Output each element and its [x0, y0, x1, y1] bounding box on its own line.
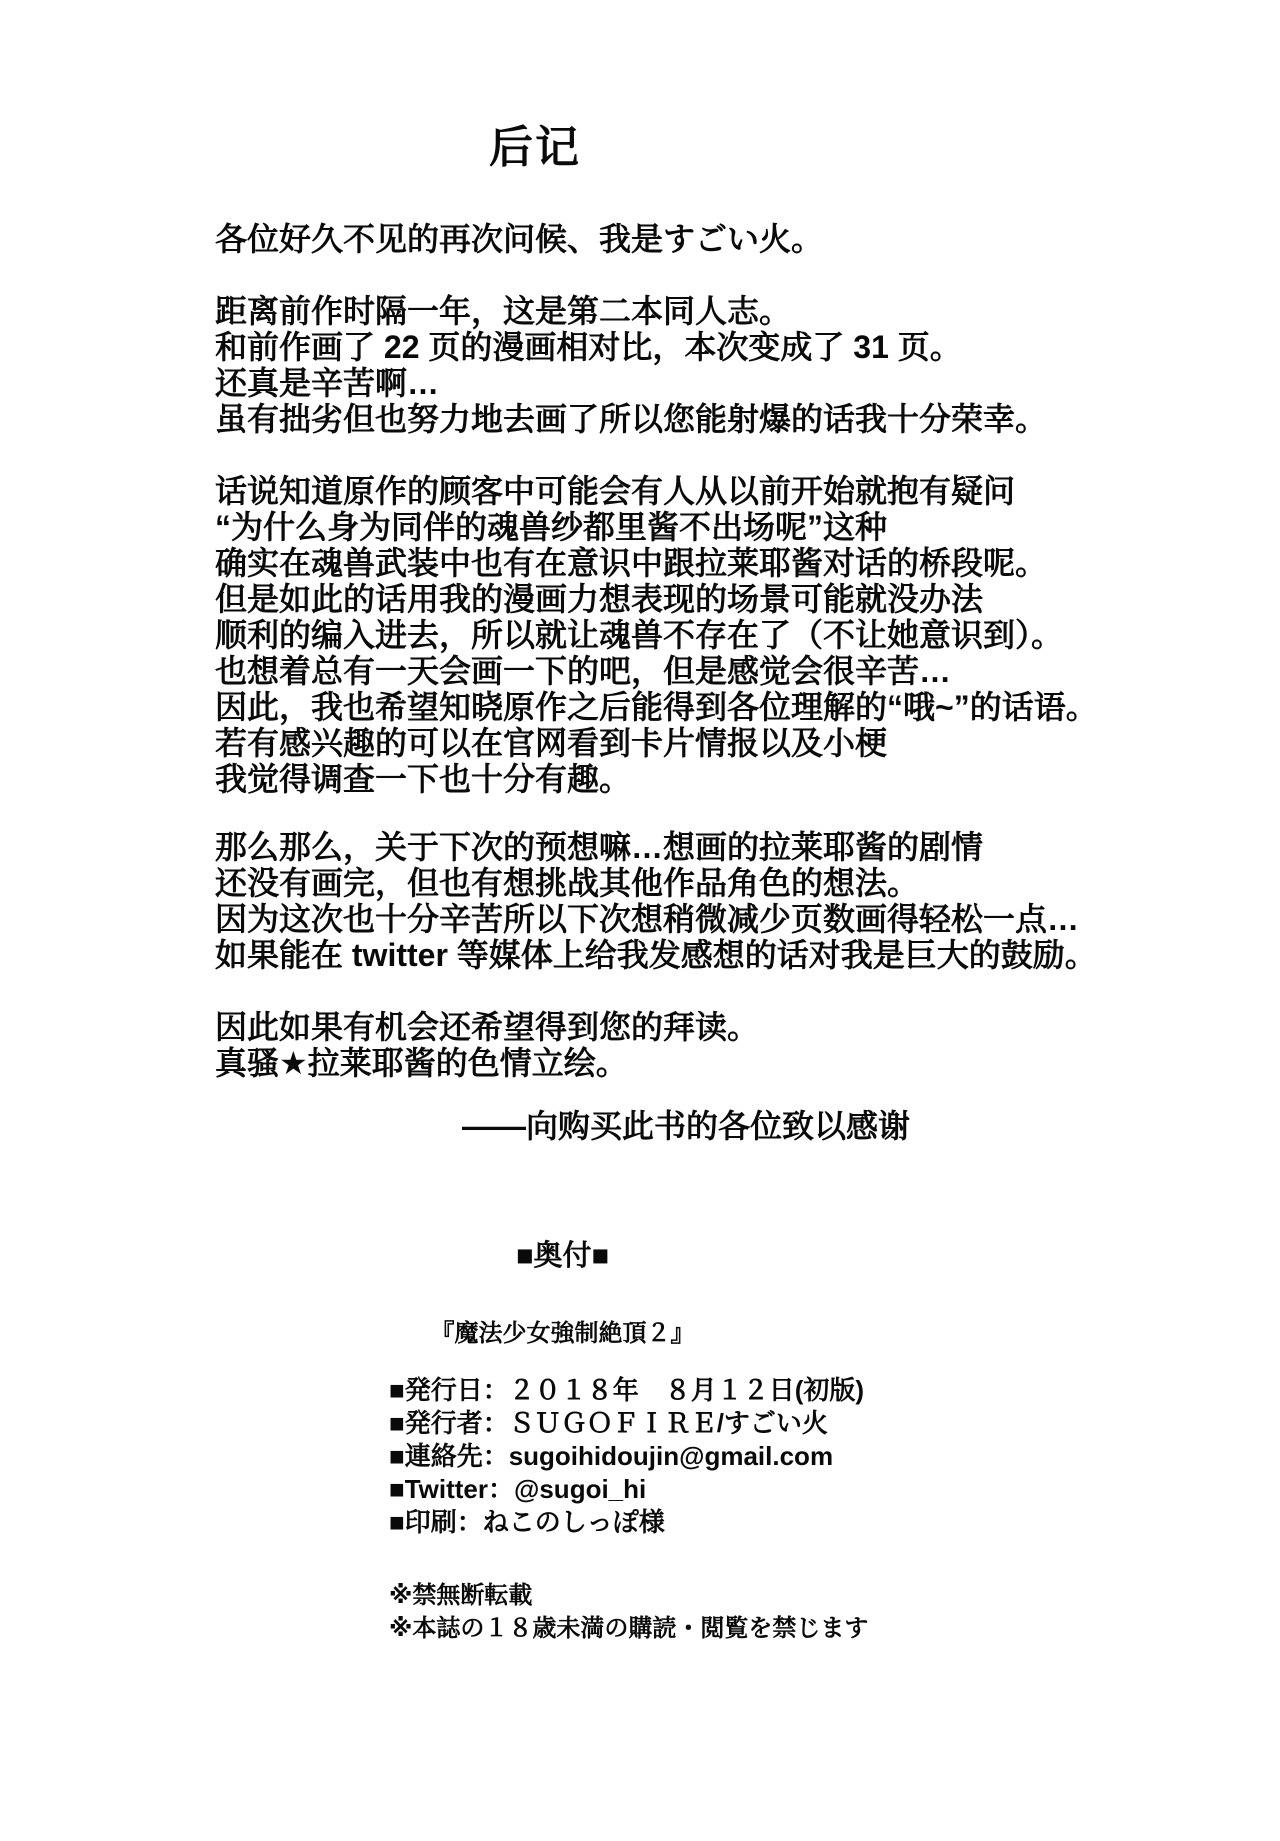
colophon-heading: ■奥付■ [515, 1240, 610, 1272]
colophon-entry-twitter: ■Twitter：@sugoi_hi [389, 1474, 647, 1504]
text-line: 因此，我也希望知晓原作之后能得到各位理解的“哦~”的话语。 [215, 689, 1098, 725]
colophon-notes [389, 1579, 868, 1645]
text-line: 各位好久不见的再次问候、我是すごい火。 [215, 221, 824, 257]
text-line: 如果能在 twitter 等媒体上给我发感想的话对我是巨大的鼓励。 [215, 937, 1097, 973]
afterword-paragraph-intro [215, 293, 1075, 437]
colophon-entry-publish-date: ■発行日：２０１８年 ８月１２日(初版) [389, 1375, 865, 1405]
colophon-note-age-restriction: ※本誌の１８歳未満の購読・閲覧を禁じます [389, 1615, 869, 1642]
text-line: 真骚★拉莱耶酱的色情立绘。 [215, 1045, 628, 1081]
afterword-paragraph-closing [215, 1009, 1075, 1081]
text-line: 我觉得调查一下也十分有趣。 [215, 761, 632, 797]
afterword-paragraph-next-plans [215, 829, 1097, 973]
text-line: “为什么身为同伴的魂兽纱都里酱不出场呢”这种 [215, 509, 888, 545]
text-line: 话说知道原作的顾客中可能会有人从以前开始就抱有疑问 [215, 473, 1016, 509]
text-line: 因为这次也十分辛苦所以下次想稍微减少页数画得轻松一点… [215, 901, 1080, 937]
text-line: 还没有画完，但也有想挑战其他作品角色的想法。 [215, 865, 920, 901]
text-line: 若有感兴趣的可以在官网看到卡片情报以及小梗 [215, 725, 888, 761]
text-line: 那么那么，关于下次的预想嘛…想画的拉莱耶酱的剧情 [215, 829, 984, 865]
colophon-note-no-reprint: ※禁無断転載 [389, 1582, 533, 1609]
colophon-book-title: 『魔法少女強制絶頂２』 [430, 1320, 695, 1347]
signature-line: ——向购买此书的各位致以感谢 [461, 1108, 910, 1144]
afterword-paragraph-explanation [215, 473, 1098, 797]
text-line: 也想着总有一天会画一下的吧，但是感觉会很辛苦… [215, 653, 952, 689]
text-line: 和前作画了 22 页的漫画相对比，本次变成了 31 页。 [215, 329, 962, 365]
text-line: 距离前作时隔一年，这是第二本同人志。 [215, 293, 792, 329]
colophon-entry-contact-email: ■連絡先：sugoihidoujin@gmail.com [389, 1441, 834, 1471]
colophon-entries [389, 1374, 864, 1539]
colophon-entry-publisher: ■発行者：ＳＵＧＯＦＩＲＥ/すごい火 [389, 1408, 828, 1438]
afterword-paragraph-greeting [215, 221, 1075, 257]
text-line: 确实在魂兽武装中也有在意识中跟拉莱耶酱对话的桥段呢。 [215, 545, 1048, 581]
text-line: 但是如此的话用我的漫画力想表现的场景可能就没办法 [215, 581, 984, 617]
text-line: 因此如果有机会还希望得到您的拜读。 [215, 1009, 760, 1045]
page-title: 后记 [489, 123, 581, 172]
colophon-entry-printer: ■印刷：ねこのしっぽ様 [389, 1507, 665, 1537]
text-line: 顺利的编入进去，所以就让魂兽不存在了（不让她意识到）。 [215, 617, 1064, 653]
text-line: 虽有拙劣但也努力地去画了所以您能射爆的话我十分荣幸。 [215, 401, 1048, 437]
text-line: 还真是辛苦啊… [215, 365, 440, 401]
